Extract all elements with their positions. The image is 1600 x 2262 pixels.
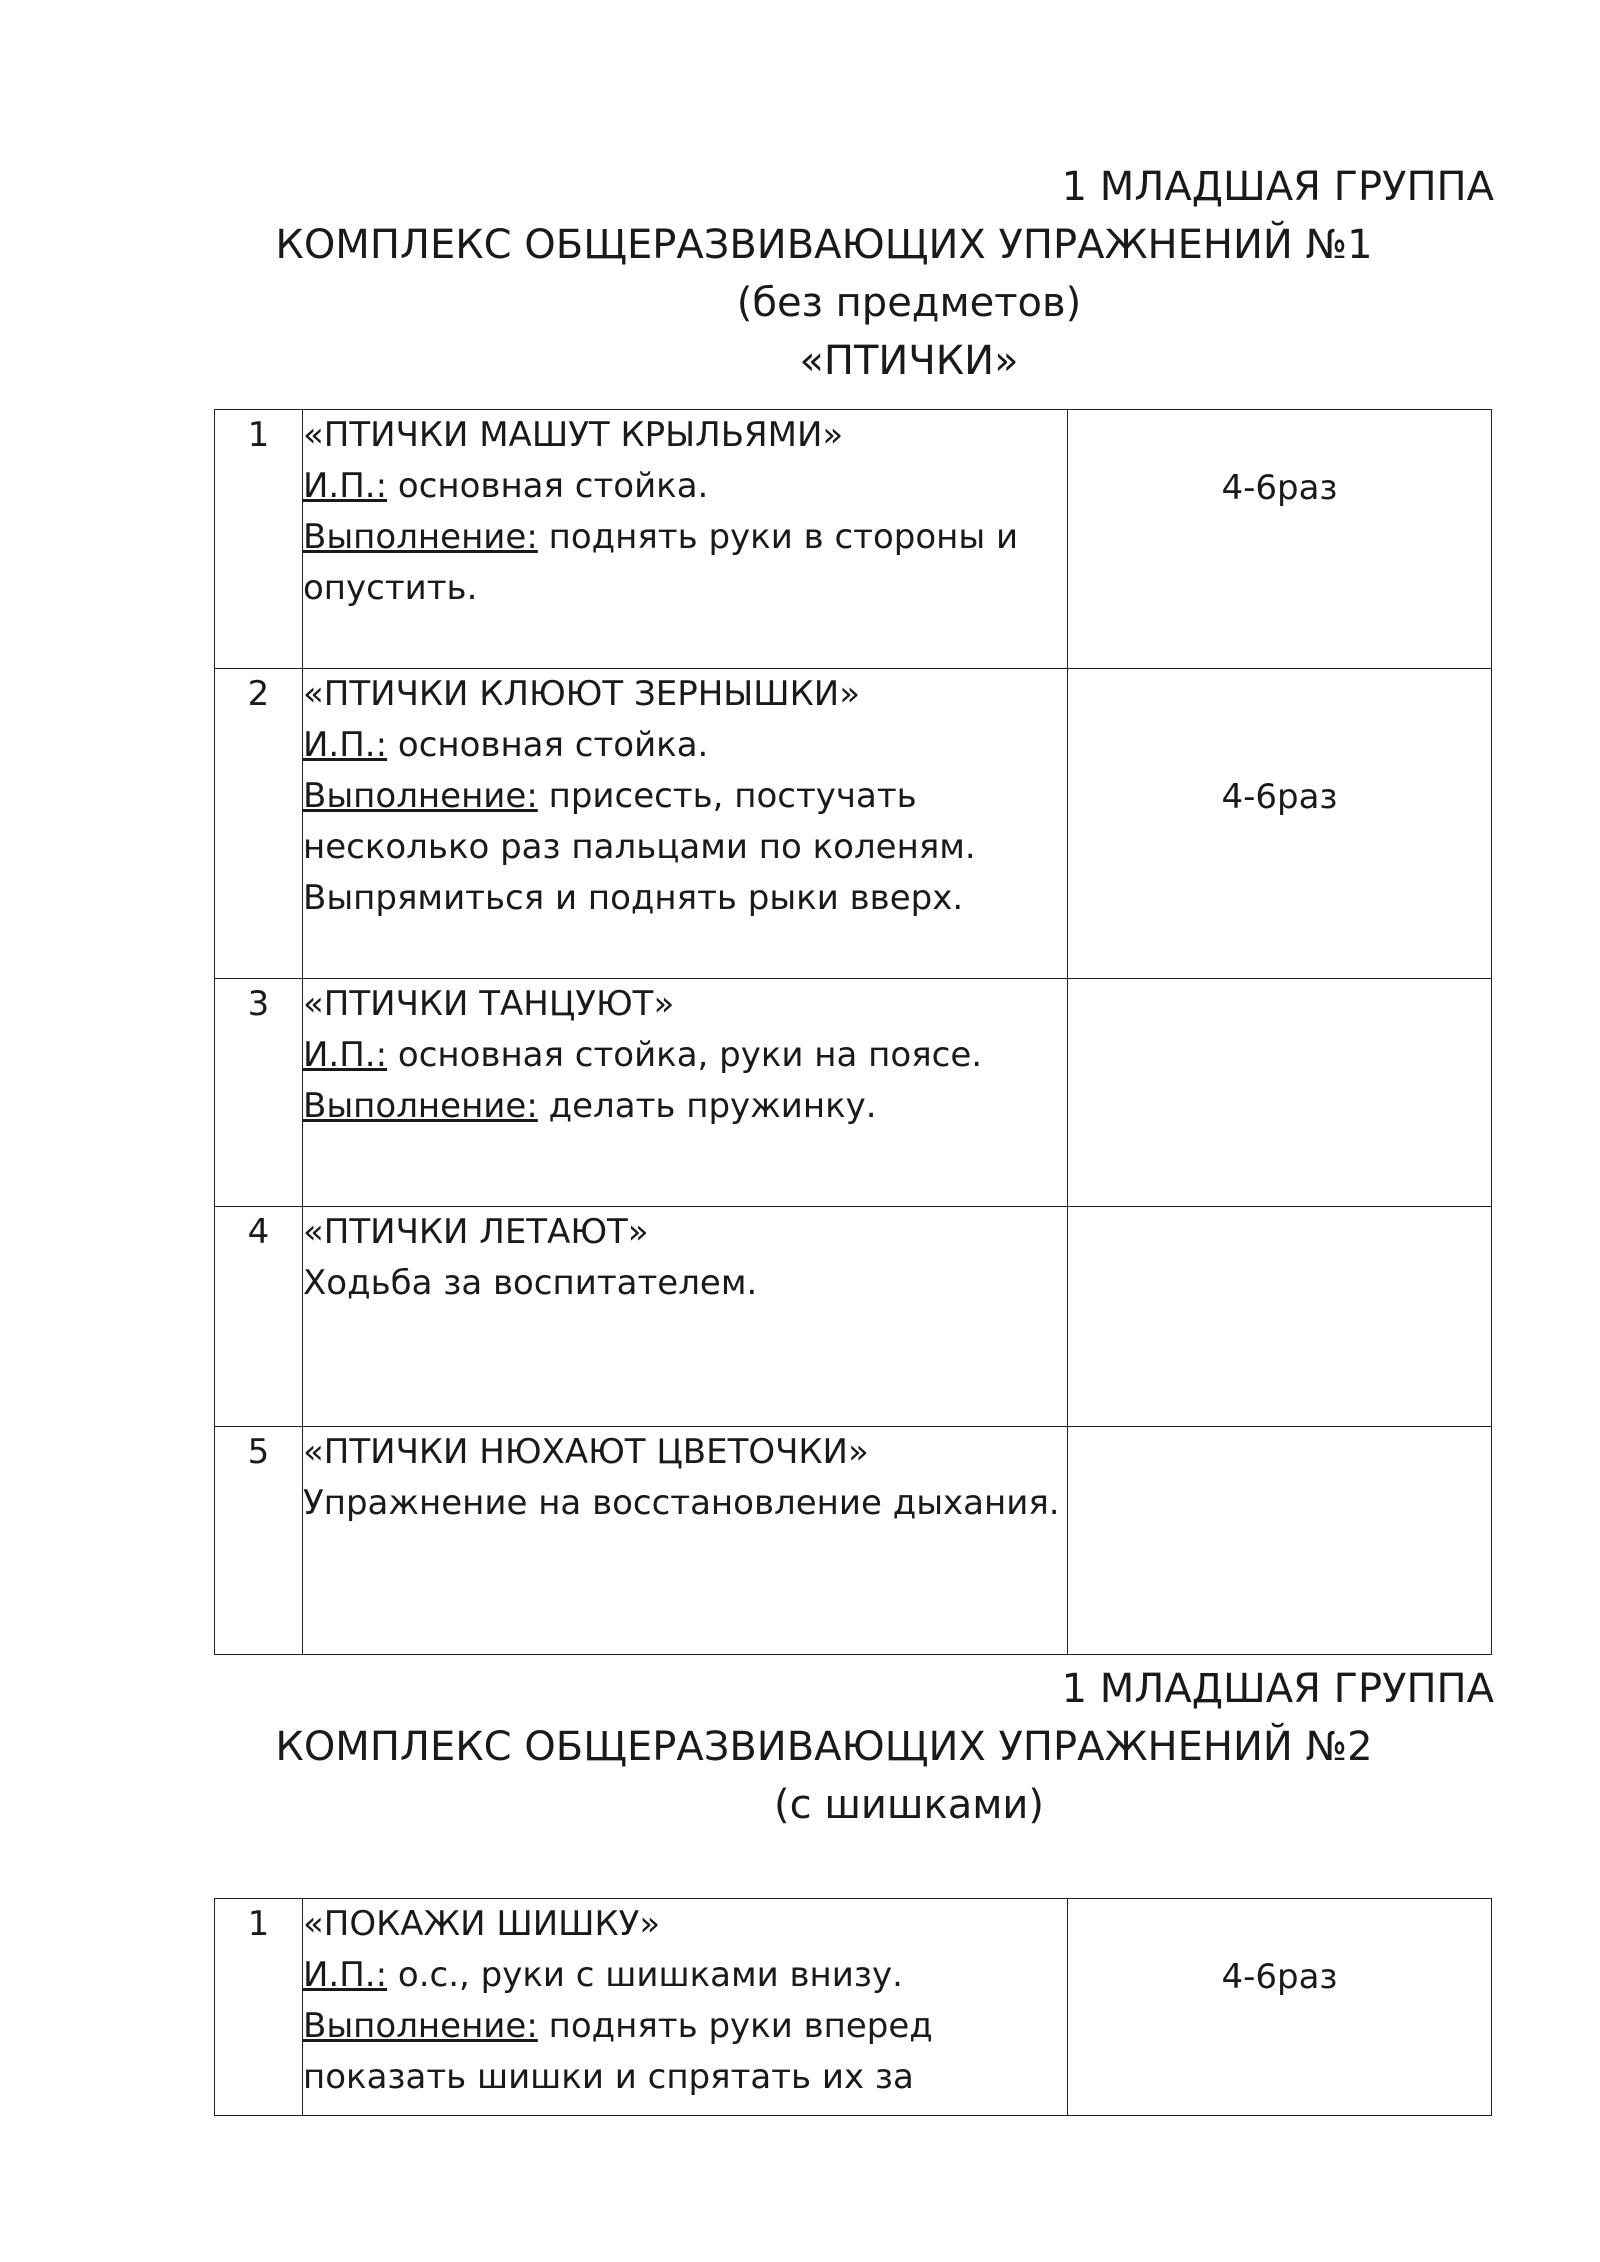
table-row <box>215 1899 1492 2116</box>
exercise-table-1 <box>214 409 1492 1655</box>
row-number: 1 <box>215 1899 303 2116</box>
row-description <box>303 669 1068 979</box>
exec-label: Выполнение: <box>303 1086 538 1126</box>
reps-value: 4-6раз <box>1221 468 1338 508</box>
row-number: 4 <box>215 1207 303 1427</box>
section1-name: «ПТИЧКИ» <box>799 338 1019 384</box>
section2-title: КОМПЛЕКС ОБЩЕРАЗВИВАЮЩИХ УПРАЖНЕНИЙ №2 <box>275 1724 1373 1770</box>
row-reps-cell <box>1068 1427 1492 1655</box>
exercise-title: «ПТИЧКИ ЛЕТАЮТ» <box>303 1212 649 1252</box>
section1-subtitle: (без предметов) <box>736 280 1082 326</box>
section2-heading <box>214 1660 1494 1834</box>
section1-title: КОМПЛЕКС ОБЩЕРАЗВИВАЮЩИХ УПРАЖНЕНИЙ №1 <box>275 222 1373 268</box>
exercise-text: Ходьба за воспитателем. <box>303 1263 758 1303</box>
reps-value: 4-6раз <box>1221 1957 1338 1997</box>
exec-text: делать пружинку. <box>537 1086 877 1126</box>
exercise-title: «ПТИЧКИ ТАНЦУЮТ» <box>303 984 675 1024</box>
ip-text: основная стойка, руки на поясе. <box>387 1035 983 1075</box>
ip-label: И.П.: <box>303 466 388 506</box>
exercise-text: Упражнение на восстановление дыхания. <box>303 1483 1060 1523</box>
row-reps-cell <box>1068 979 1492 1207</box>
ip-label: И.П.: <box>303 1955 388 1995</box>
row-description <box>303 410 1068 669</box>
section1-group-label: 1 МЛАДШАЯ ГРУППА <box>1061 164 1494 210</box>
table-row <box>215 979 1492 1207</box>
table-row <box>215 669 1492 979</box>
row-reps-cell <box>1068 410 1492 669</box>
table-row <box>215 1427 1492 1655</box>
row-number: 5 <box>215 1427 303 1655</box>
row-number: 3 <box>215 979 303 1207</box>
exec-text: поднять руки в стороны и опустить. <box>303 517 1019 608</box>
section2-subtitle: (с шишками) <box>774 1782 1044 1828</box>
exec-label: Выполнение: <box>303 2006 538 2046</box>
row-description <box>303 1427 1068 1655</box>
table-row <box>215 1207 1492 1427</box>
row-reps-cell <box>1068 1899 1492 2116</box>
exec-text: поднять руки вперед показать шишки и спрятать их за <box>303 2006 933 2097</box>
exercise-title: «ПТИЧКИ НЮХАЮТ ЦВЕТОЧКИ» <box>303 1432 869 1472</box>
ip-text: основная стойка. <box>387 466 709 506</box>
reps-value: 4-6раз <box>1221 777 1338 817</box>
row-description <box>303 979 1068 1207</box>
row-number: 2 <box>215 669 303 979</box>
table-row <box>215 410 1492 669</box>
ip-text: о.с., руки с шишками внизу. <box>387 1955 903 1995</box>
exercise-title: «ПТИЧКИ МАШУТ КРЫЛЬЯМИ» <box>303 415 844 455</box>
ip-text: основная стойка. <box>387 725 709 765</box>
exercise-table-2 <box>214 1898 1492 2116</box>
row-number: 1 <box>215 410 303 669</box>
row-reps-cell <box>1068 1207 1492 1427</box>
section2-group-label: 1 МЛАДШАЯ ГРУППА <box>1061 1666 1494 1712</box>
exercise-title: «ПТИЧКИ КЛЮЮТ ЗЕРНЫШКИ» <box>303 674 861 714</box>
ip-label: И.П.: <box>303 725 388 765</box>
row-reps-cell <box>1068 669 1492 979</box>
row-description <box>303 1899 1068 2116</box>
exercise-title: «ПОКАЖИ ШИШКУ» <box>303 1904 661 1944</box>
exec-label: Выполнение: <box>303 517 538 557</box>
exec-text: присесть, постучать несколько раз пальцами по коленям. Выпрямиться и поднять рыки вверх. <box>303 776 976 918</box>
ip-label: И.П.: <box>303 1035 388 1075</box>
row-description <box>303 1207 1068 1427</box>
section1-heading <box>214 158 1494 390</box>
exec-label: Выполнение: <box>303 776 538 816</box>
